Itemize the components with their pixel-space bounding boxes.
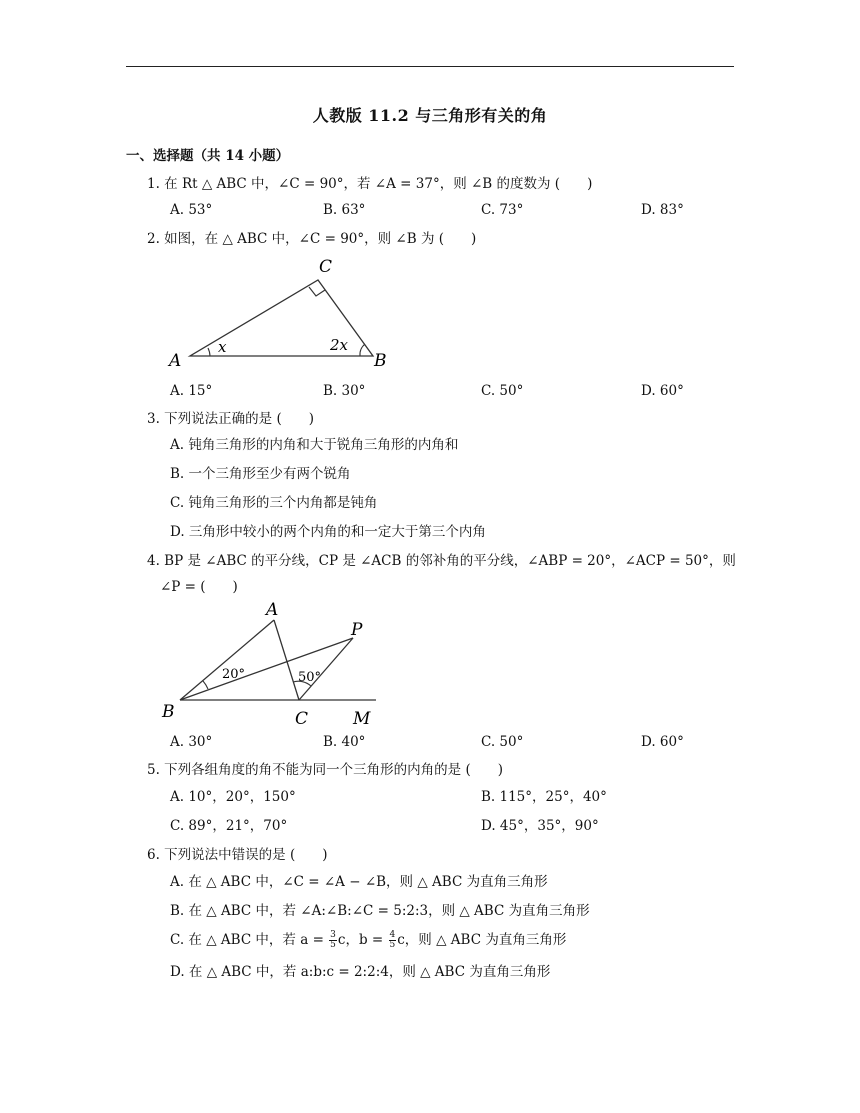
q4-option-d: D. 60° <box>641 734 684 750</box>
q4-angle-b-arc <box>203 681 208 689</box>
q4-label-b: B <box>162 702 175 722</box>
q6-option-c-post: c，则 △ ABC 为直角三角形 <box>397 932 567 948</box>
q4-side-ba <box>180 620 274 700</box>
q5-option-a: A. 10°，20°，150° <box>170 789 296 805</box>
q5-option-d: D. 45°，35°，90° <box>481 818 599 834</box>
q6-fraction-2-num: 4 <box>389 930 396 940</box>
q2-angle-a-label: x <box>218 338 227 356</box>
q2-right-angle-mark <box>309 287 325 296</box>
q4-bisector-figure <box>158 598 388 730</box>
q2-option-a: A. 15° <box>170 383 213 399</box>
q2-label-b: B <box>374 351 387 371</box>
q3-option-b: B. 一个三角形至少有两个锐角 <box>170 466 351 482</box>
question-5-stem: 5. 下列各组角度的角不能为同一个三角形的内角的是 ( ) <box>147 762 503 778</box>
q2-angle-b-label: 2x <box>330 336 349 354</box>
q6-option-a: A. 在 △ ABC 中，∠C = ∠A − ∠B，则 △ ABC 为直角三角形 <box>170 874 548 890</box>
q2-option-b: B. 30° <box>323 383 366 399</box>
q2-option-d: D. 60° <box>641 383 684 399</box>
section-heading: 一、选择题（共 14 小题） <box>126 148 290 164</box>
q4-bisector-bp <box>180 638 353 700</box>
q4-side-ac <box>274 620 299 700</box>
q4-label-p: P <box>351 620 363 640</box>
q5-option-b: B. 115°，25°，40° <box>481 789 607 805</box>
q1-option-a: A. 53° <box>170 202 213 218</box>
q3-option-a: A. 钝角三角形的内角和大于锐角三角形的内角和 <box>170 437 459 453</box>
q2-label-a: A <box>169 351 182 371</box>
q2-angle-a-arc <box>208 348 210 356</box>
q6-fraction-1-num: 3 <box>330 930 336 940</box>
q4-angle-c-label: 50° <box>298 670 322 685</box>
q6-option-c-pre: C. 在 △ ABC 中，若 a = <box>170 932 329 948</box>
question-4-stem-cont: ∠P = ( ) <box>160 579 238 595</box>
q6-fraction-1-den: 5 <box>330 940 336 950</box>
q4-option-a: A. 30° <box>170 734 213 750</box>
q2-label-c: C <box>319 257 333 277</box>
header-rule <box>126 66 734 67</box>
question-6-stem: 6. 下列说法中错误的是 ( ) <box>147 847 328 863</box>
q1-option-d: D. 83° <box>641 202 684 218</box>
q2-angle-b-arc <box>360 344 365 356</box>
q4-angle-b-label: 20° <box>222 667 246 682</box>
q4-label-c: C <box>295 709 309 729</box>
q6-fraction-2 <box>389 931 397 950</box>
q6-fraction-2-den: 5 <box>389 940 396 950</box>
q4-label-a: A <box>266 600 279 620</box>
q6-option-d: D. 在 △ ABC 中，若 a:b:c = 2:2:4，则 △ ABC 为直角三角形 <box>170 964 551 980</box>
q1-option-c: C. 73° <box>481 202 524 218</box>
q6-fraction-1 <box>329 931 337 950</box>
q6-option-b: B. 在 △ ABC 中，若 ∠A:∠B:∠C = 5:2:3，则 △ ABC 为直角三角形 <box>170 903 590 919</box>
question-2-stem: 2. 如图，在 △ ABC 中，∠C = 90°，则 ∠B 为 ( ) <box>147 231 477 247</box>
page-title: 人教版 11.2 与三角形有关的角 <box>312 106 548 125</box>
q5-option-c: C. 89°，21°，70° <box>170 818 288 834</box>
q3-option-c: C. 钝角三角形的三个内角都是钝角 <box>170 495 378 511</box>
q6-option-c-mid: c，b = <box>337 932 388 948</box>
q1-option-b: B. 63° <box>323 202 366 218</box>
q2-option-c: C. 50° <box>481 383 524 399</box>
q4-label-m: M <box>353 709 371 729</box>
question-4-stem: 4. BP 是 ∠ABC 的平分线，CP 是 ∠ACB 的邻补角的平分线，∠ABP = 20°，∠ACP = 50°，则 <box>147 553 736 569</box>
q3-option-d: D. 三角形中较小的两个内角的和一定大于第三个内角 <box>170 524 486 540</box>
q2-triangle-figure <box>160 250 400 375</box>
q4-option-c: C. 50° <box>481 734 524 750</box>
question-3-stem: 3. 下列说法正确的是 ( ) <box>147 411 314 427</box>
q6-option-c <box>170 931 566 950</box>
question-1-stem: 1. 在 Rt △ ABC 中，∠C = 90°，若 ∠A = 37°，则 ∠B 的度数为 ( ) <box>147 176 593 192</box>
q4-option-b: B. 40° <box>323 734 366 750</box>
